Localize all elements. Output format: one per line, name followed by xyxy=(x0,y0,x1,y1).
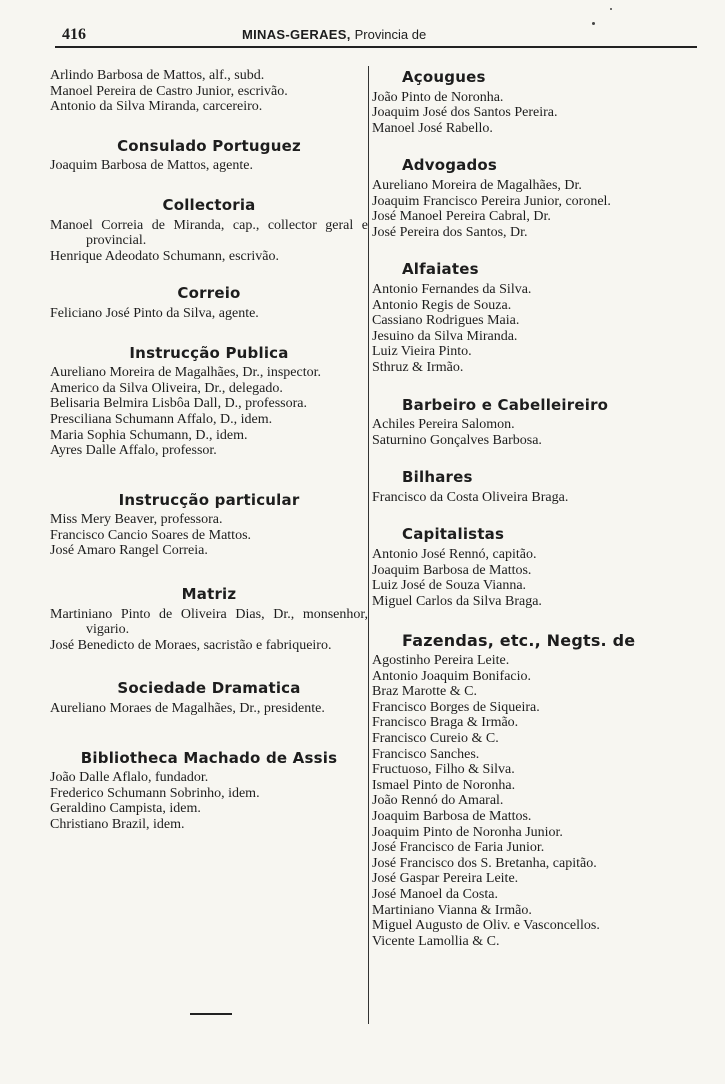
entry: Cassiano Rodrigues Maia. xyxy=(372,313,520,329)
entry: Luiz Vieira Pinto. xyxy=(372,344,472,360)
entry: José Benedicto de Moraes, sacristão e fabriqueiro. xyxy=(50,637,332,653)
section-title: Correio xyxy=(177,284,241,303)
section-consulado xyxy=(50,136,368,174)
running-title-bold: MINAS-GERAES, xyxy=(242,27,351,42)
entry: Francisco da Costa Oliveira Braga. xyxy=(372,489,569,505)
left-top-block xyxy=(50,68,368,115)
section-title: Instrucção Publica xyxy=(129,343,289,362)
entry: Francisco Borges de Siqueira. xyxy=(372,699,540,715)
entry: José Manoel Pereira Cabral, Dr. xyxy=(372,209,551,225)
entry: Antonio Regis de Souza. xyxy=(372,297,512,313)
entry: José Amaro Rangel Correia. xyxy=(50,543,208,559)
entry: Braz Marotte & C. xyxy=(372,684,477,700)
entry: Maria Sophia Schumann, D., idem. xyxy=(50,427,248,443)
entry: Geraldino Campista, idem. xyxy=(50,801,201,817)
column-divider xyxy=(368,66,369,1024)
entry: Aureliano Moraes de Magalhães, Dr., presidente. xyxy=(50,701,325,717)
entry: Vicente Lamollia & C. xyxy=(372,933,500,949)
section-title: Advogados xyxy=(402,156,498,175)
entry: Manoel Correia de Miranda, cap., collector geral e provincial. xyxy=(50,217,368,249)
section-collectoria xyxy=(50,195,368,264)
entry: José Manoel da Costa. xyxy=(372,886,498,902)
running-title xyxy=(242,26,426,44)
entry: João Pinto de Noronha. xyxy=(372,89,504,105)
entry: Antonio Joaquim Bonifacio. xyxy=(372,668,532,684)
page-header xyxy=(62,26,697,46)
ink-speck xyxy=(610,8,612,10)
section-title: Açougues xyxy=(402,68,486,86)
section-sociedade-dramatica xyxy=(50,681,368,716)
page-number: 416 xyxy=(62,26,86,43)
entry: Achiles Pereira Salomon. xyxy=(372,417,515,433)
entry: Manoel José Rabello. xyxy=(372,120,493,136)
entry: Joaquim José dos Santos Pereira. xyxy=(372,105,558,121)
entry: Joaquim Francisco Pereira Junior, coronel. xyxy=(372,193,611,209)
section-title: Bibliotheca Machado de Assis xyxy=(80,748,338,767)
entry: Francisco Cancio Soares de Mattos. xyxy=(50,527,252,543)
entry: Ayres Dalle Affalo, professor. xyxy=(50,443,217,459)
header-rule xyxy=(55,46,697,48)
entry: Jesuino da Silva Miranda. xyxy=(372,328,518,344)
entry: José Gaspar Pereira Leite. xyxy=(372,871,519,887)
entry: Joaquim Barbosa de Mattos, agente. xyxy=(50,158,253,174)
entry: Henrique Adeodato Schumann, escrivão. xyxy=(50,248,279,264)
entry: Christiano Brazil, idem. xyxy=(50,817,185,832)
section-title: Bilhares xyxy=(402,468,473,487)
entry: Miguel Augusto de Oliv. e Vasconcellos. xyxy=(372,918,600,934)
entry: Manoel Pereira de Castro Junior, escrivão. xyxy=(50,83,288,99)
running-title-rest: Provincia de xyxy=(354,27,427,42)
entry: Belisaria Belmira Lisbôa Dall, D., professora. xyxy=(50,396,307,412)
section-capitalistas xyxy=(372,527,694,609)
entry: Agostinho Pereira Leite. xyxy=(372,653,510,669)
section-acougues xyxy=(372,70,694,136)
entry: João Dalle Aflalo, fundador. xyxy=(50,770,209,786)
entry: José Francisco dos S. Bretanha, capitão. xyxy=(372,855,597,871)
entry: Antonio José Rennó, capitão. xyxy=(372,547,537,563)
entry: Feliciano José Pinto da Silva, agente. xyxy=(50,305,259,321)
section-title: Consulado Portuguez xyxy=(117,136,301,155)
entry: Martiniano Pinto de Oliveira Dias, Dr., monsenhor, vigario. xyxy=(50,606,368,638)
section-fazendas xyxy=(372,633,694,949)
section-title: Fazendas, etc., Negts. de xyxy=(402,631,636,651)
entry: Sthruz & Irmão. xyxy=(372,359,464,375)
entry: Miss Mery Beaver, professora. xyxy=(50,512,223,528)
section-title: Collectoria xyxy=(162,195,256,214)
section-advogados xyxy=(372,158,694,240)
entry: Saturnino Gonçalves Barbosa. xyxy=(372,432,542,448)
entry: José Pereira dos Santos, Dr. xyxy=(372,224,528,240)
section-bibliotheca xyxy=(50,748,368,833)
entry: Francisco Sanches. xyxy=(372,746,480,762)
entry: Arlindo Barbosa de Mattos, alf., subd. xyxy=(50,68,265,83)
entry: José Francisco de Faria Junior. xyxy=(372,840,545,856)
left-column xyxy=(50,68,368,833)
entry: Miguel Carlos da Silva Braga. xyxy=(372,593,542,609)
right-column xyxy=(372,68,694,949)
section-title: Capitalistas xyxy=(402,525,505,544)
entry: Joaquim Barbosa de Mattos. xyxy=(372,562,532,578)
entry: Antonio Fernandes da Silva. xyxy=(372,281,532,297)
section-matriz xyxy=(50,587,368,653)
section-instruccao-particular xyxy=(50,490,368,559)
entry: Aureliano Moreira de Magalhães, Dr., inspector. xyxy=(50,365,321,381)
section-title: Alfaiates xyxy=(402,260,479,279)
entry: Luiz José de Souza Vianna. xyxy=(372,578,527,594)
entry: Presciliana Schumann Affalo, D., idem. xyxy=(50,411,273,427)
entry: Martiniano Vianna & Irmão. xyxy=(372,902,532,918)
entry: Americo da Silva Oliveira, Dr., delegado. xyxy=(50,380,283,396)
entry: Joaquim Barbosa de Mattos. xyxy=(372,808,532,824)
section-alfaiates xyxy=(372,262,694,375)
entry: Antonio da Silva Miranda, carcereiro. xyxy=(50,99,263,115)
entry: Ismael Pinto de Noronha. xyxy=(372,777,516,793)
entry: Aureliano Moreira de Magalhães, Dr. xyxy=(372,177,582,193)
section-title: Instrucção particular xyxy=(118,490,300,509)
entry: Joaquim Pinto de Noronha Junior. xyxy=(372,824,563,840)
end-rule xyxy=(190,1013,232,1015)
ink-speck xyxy=(592,22,595,25)
section-title: Barbeiro e Cabelleireiro xyxy=(402,395,609,414)
section-bilhares xyxy=(372,470,694,505)
entry: Fructuoso, Filho & Silva. xyxy=(372,762,515,778)
section-title: Sociedade Dramatica xyxy=(117,679,301,698)
entry: Francisco Cureio & C. xyxy=(372,731,499,746)
section-correio xyxy=(50,286,368,321)
entry: João Rennó do Amaral. xyxy=(372,793,504,809)
section-barbeiro xyxy=(372,395,694,449)
entry: Francisco Braga & Irmão. xyxy=(372,715,519,731)
entry: Frederico Schumann Sobrinho, idem. xyxy=(50,785,260,801)
section-title: Matriz xyxy=(181,585,237,604)
section-instruccao-publica xyxy=(50,343,368,459)
